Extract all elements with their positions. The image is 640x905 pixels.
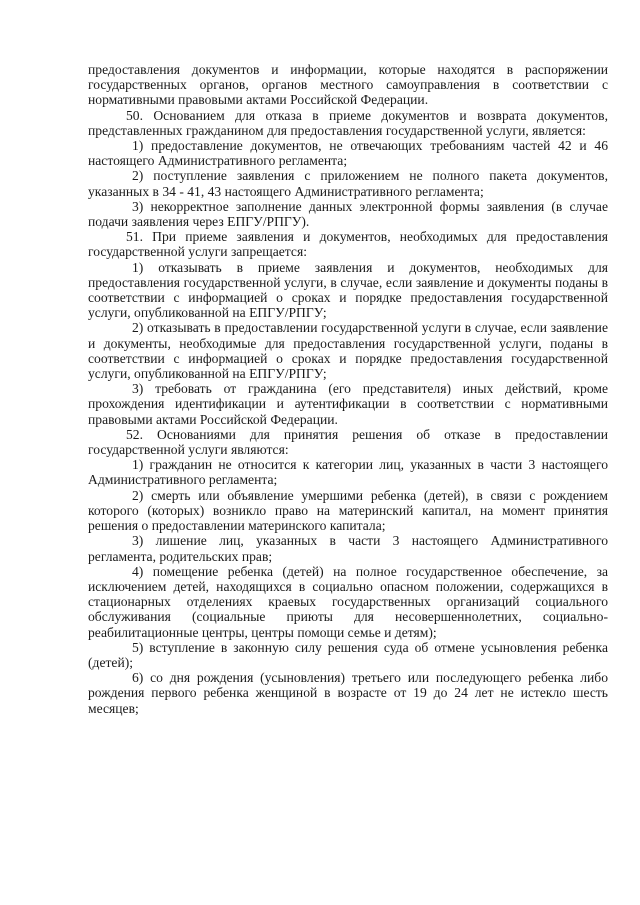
paragraph-item-50: 50. Основанием для отказа в приеме документов и возврата документов, представленных гражданином для предоставления государственной услуги, является: [88,107,608,138]
paragraph-item-51: 51. При приеме заявления и документов, необходимых для предоставления государственной услуги запрещается: [88,229,608,260]
subitem-52-5: 5) вступление в законную силу решения суда об отмене усыновления ребенка (детей); [88,639,608,670]
subitem-52-6: 6) со дня рождения (усыновления) третьего или последующего ребенка либо рождения первого ребенка женщиной в возрасте от 19 до 24 лет не истекло шесть месяцев; [88,670,608,716]
paragraph-item-52: 52. Основаниями для принятия решения об отказе в предоставлении государственной услуги являются: [88,426,608,458]
subitem-50-3: 3) некорректное заполнение данных электронной формы заявления (в случае подачи заявления через ЕПГУ/РПГУ). [88,198,608,230]
subitem-52-4: 4) помещение ребенка (детей) на полное государственное обеспечение, за исключением детей, находящихся в социально опасном положении, содержащихся в стационарных отделениях краевых государственных организаций социального обслуживания (социальные приюты для несовершеннолетних, социально-реабилитационные центры, центры помощи семье и детям); [88,563,608,640]
subitem-51-3: 3) требовать от гражданина (его представителя) иных действий, кроме прохождения идентификации и аутентификации в соответствии с нормативными правовыми актами Российской Федерации. [88,381,608,427]
paragraph-continuation: предоставления документов и информации, которые находятся в распоряжении государственных органов, органов местного самоуправления в соответствии с нормативными правовыми актами Российской Федерации. [88,62,608,108]
subitem-52-3: 3) лишение лиц, указанных в части 3 настоящего Административного регламента, родительских прав; [88,533,608,564]
subitem-50-2: 2) поступление заявления с приложением не полного пакета документов, указанных в 34 - 41, 43 настоящего Административного регламента; [88,168,608,199]
subitem-51-1: 1) отказывать в приеме заявления и документов, необходимых для предоставления государственной услуги, в случае, если заявление и документы поданы в соответствии с информацией о сроках и порядке предоставления государственной услуги, опубликованной на ЕПГУ/РПГУ; [88,259,608,321]
subitem-52-1: 1) гражданин не относится к категории лиц, указанных в части 3 настоящего Административного регламента; [88,457,608,488]
subitem-51-2: 2) отказывать в предоставлении государственной услуги в случае, если заявление и документы, необходимые для предоставления государственной услуги, поданы в соответствии с информацией о сроках и порядке предоставления государственной услуги, опубликованной на ЕПГУ/РПГУ; [88,320,608,382]
subitem-50-1: 1) предоставление документов, не отвечающих требованиям частей 42 и 46 настоящего Административного регламента; [88,138,608,169]
subitem-52-2: 2) смерть или объявление умершими ребенка (детей), в связи с рождением которого (которых) возникло право на материнский капитал, на момент принятия решения о предоставлении материнского капитала; [88,487,608,534]
document-page [88,62,608,716]
